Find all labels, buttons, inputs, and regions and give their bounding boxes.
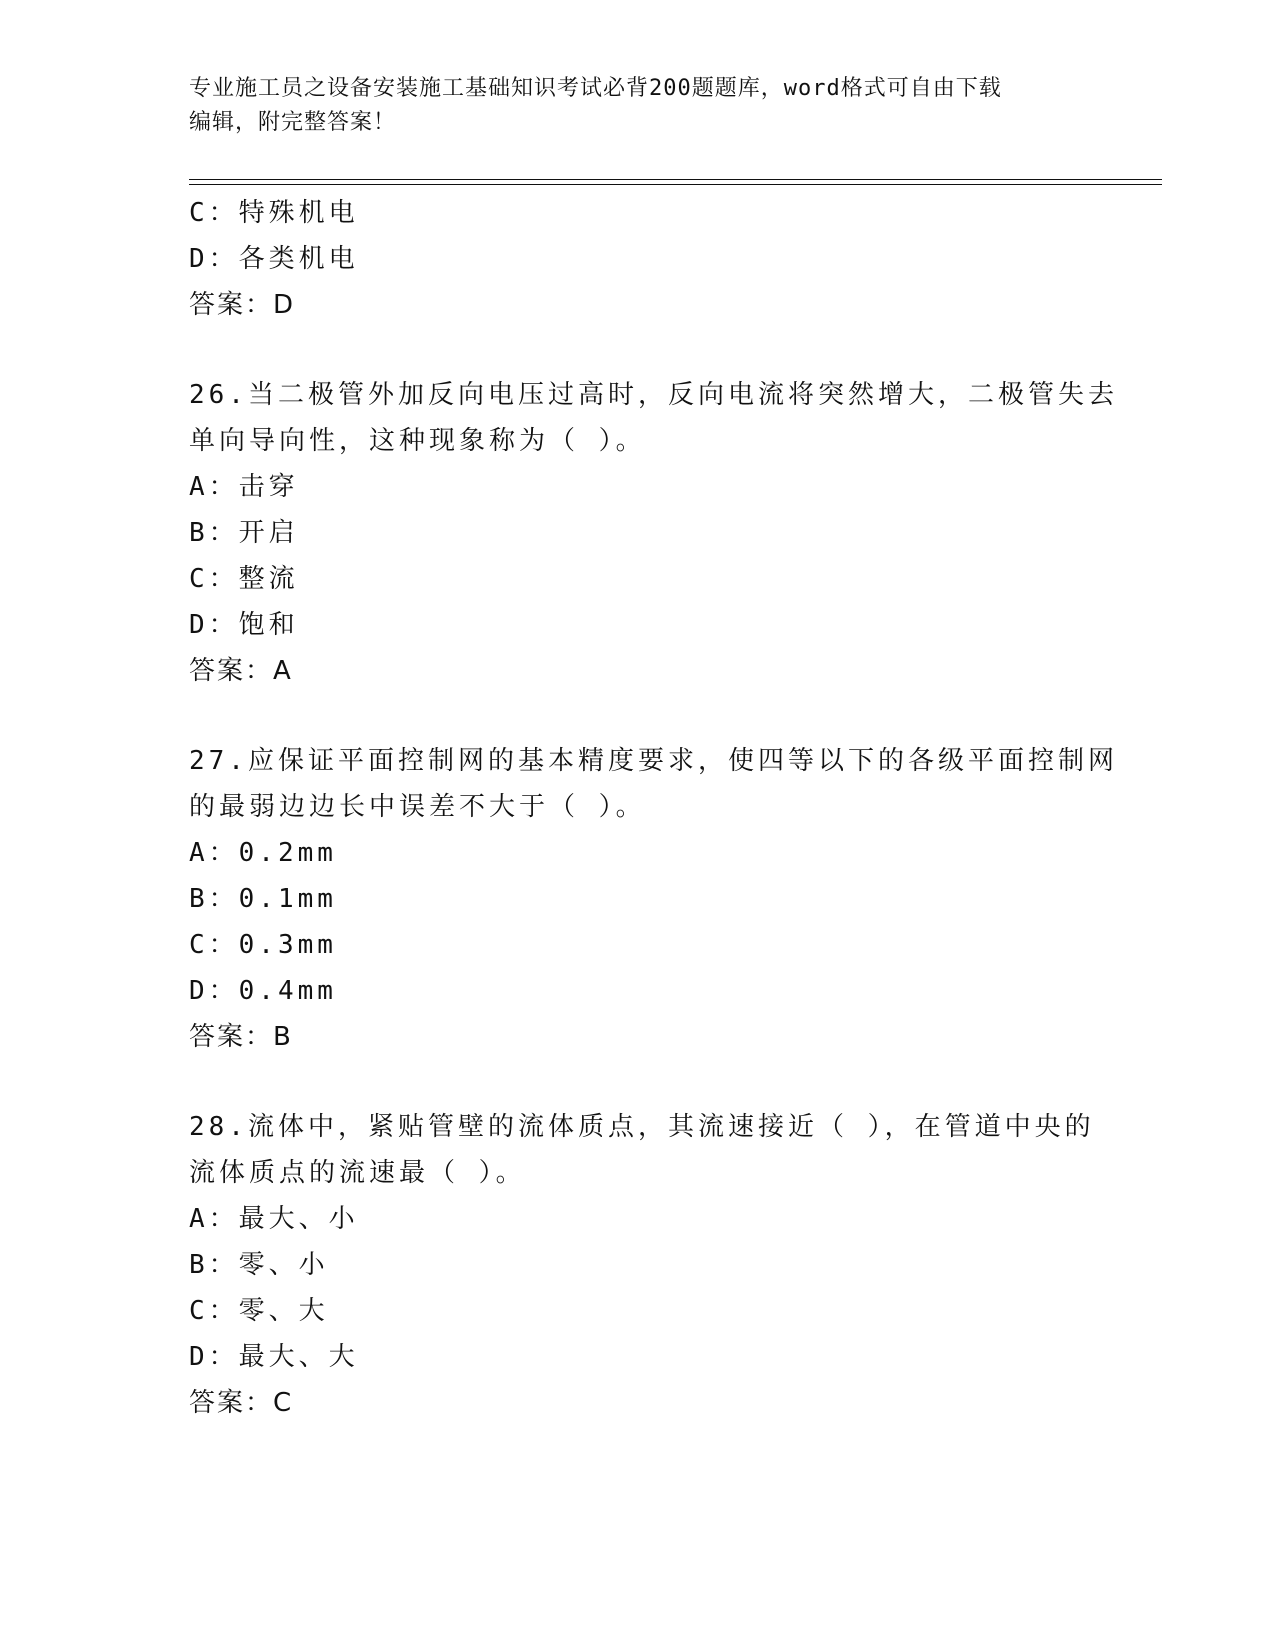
question-stem-line-1: 27.应保证平面控制网的基本精度要求，使四等以下的各级平面控制网 (189, 746, 1118, 776)
question-block-27 (189, 738, 1118, 1060)
option-b: B：零、小 (189, 1250, 329, 1280)
option-b: B：开启 (189, 518, 299, 548)
header-title-line-1: 专业施工员之设备安装施工基础知识考试必背200题题库，word格式可自由下载 (189, 76, 1002, 101)
question-spacer (189, 328, 1089, 372)
option-c: C：零、大 (189, 1296, 329, 1326)
option-a: A：击穿 (189, 472, 299, 502)
option-a: A：最大、小 (189, 1204, 359, 1234)
question-block-28 (189, 1104, 1095, 1426)
page-header (189, 72, 1089, 140)
option-a: A：0.2mm (189, 838, 337, 868)
question-spacer (189, 694, 1089, 738)
option-d: D：饱和 (189, 610, 299, 640)
question-stem-line-2: 流体质点的流速最（ ）。 (189, 1158, 526, 1188)
question-stem-line-1: 28.流体中，紧贴管壁的流体质点，其流速接近（ ），在管道中央的 (189, 1112, 1095, 1142)
answer-label: 答案：C (189, 1388, 294, 1418)
question-list (189, 190, 1118, 1426)
answer-label: 答案：A (189, 656, 293, 686)
option-c: C：整流 (189, 564, 299, 594)
option-b: B：0.1mm (189, 884, 337, 914)
answer-label: 答案：D (189, 290, 296, 320)
header-divider (189, 179, 1162, 180)
option-d: D：0.4mm (189, 976, 337, 1006)
question-spacer (189, 1060, 1089, 1104)
question-stem-line-1: 26.当二极管外加反向电压过高时，反向电流将突然增大，二极管失去 (189, 380, 1118, 410)
question-stem-line-2: 的最弱边边长中误差不大于（ ）。 (189, 792, 646, 822)
option-c: C：0.3mm (189, 930, 337, 960)
question-stem-line-2: 单向导向性，这种现象称为（ ）。 (189, 426, 646, 456)
header-divider-secondary (189, 184, 1162, 185)
option-d: D：最大、大 (189, 1342, 359, 1372)
header-title-line-2: 编辑，附完整答案！ (189, 110, 397, 135)
option-c: C：特殊机电 (189, 198, 359, 228)
answer-label: 答案：B (189, 1022, 293, 1052)
question-block-26 (189, 372, 1118, 694)
question-block-prev (189, 190, 1089, 328)
option-d: D：各类机电 (189, 244, 359, 274)
